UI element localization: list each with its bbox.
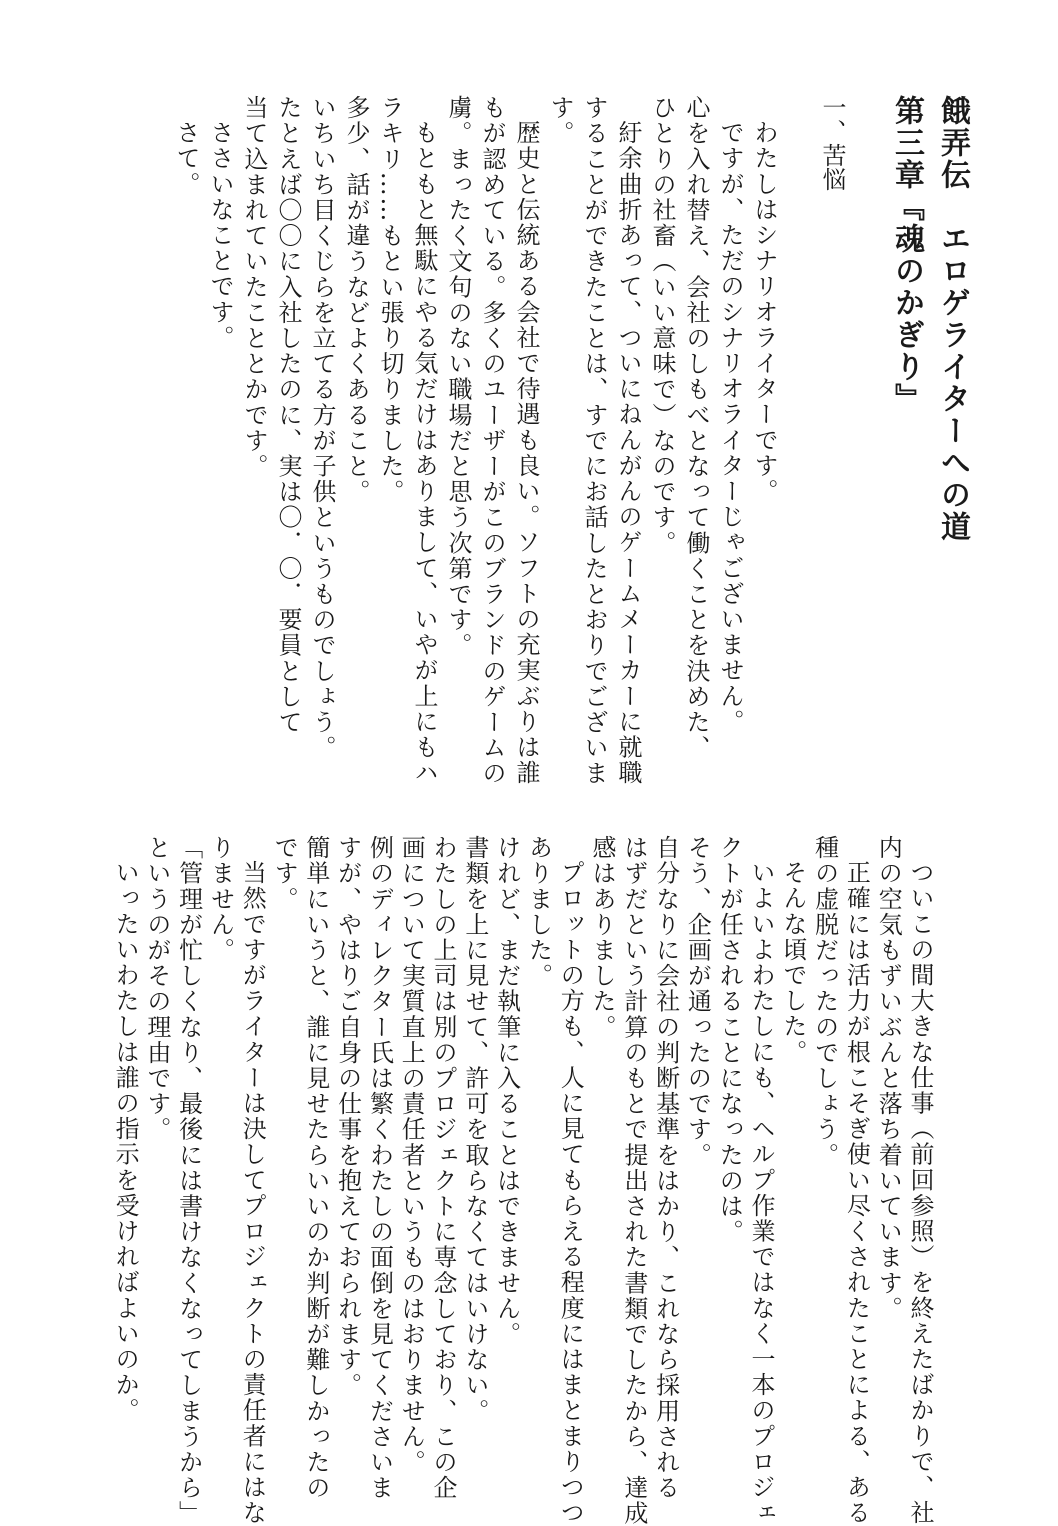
text-line: わたしはシナリオライターです。 [750,120,778,504]
section-heading: 一、苦悩 [818,95,846,191]
text-line: 虜。まったく文句のない職場だと思う次第です。 [444,95,472,659]
text-line: けれど、まだ執筆に入ることはできません。 [492,835,521,1347]
text-line: いったいわたしは誰の指示を受ければよいのか。 [111,860,140,1424]
text-line: たとえば〇〇に入社したのに、実は〇．〇．要員として [274,95,302,735]
text-line: 種の虚脱だったのでしょう。 [810,835,839,1168]
text-line: ひとりの社畜（いい意味で）なのです。 [648,95,676,556]
text-line: です。 [270,835,299,912]
text-line: クトが任されることになったのは。 [715,835,744,1245]
text-line: 例のディレクター氏は繁くわたしの面倒を見てくださいま [365,835,394,1501]
text-line: ですが、ただのシナリオライターじゃございません。 [716,120,744,735]
text-line: いちいち目くじらを立てる方が子供というものでしょう。 [308,95,336,761]
text-line: 「管理が忙しくなり、最後には書けなくなってしまうから」 [174,835,203,1526]
text-line: 内の空気もずいぶんと落ち着いています。 [874,835,903,1322]
text-line: す。 [546,95,574,147]
text-line: 正確には活力が根こそぎ使い尽くされたことによる、ある [842,860,871,1526]
text-line: プロットの方も、人に見てもらえる程度にはまとまりつつ [556,860,585,1526]
upper-text-block [169,95,975,787]
text-line: 当然ですがライターは決してプロジェクトの責任者にはな [238,860,267,1526]
text-line: すが、やはりご自身の仕事を抱えておられます。 [333,835,362,1399]
text-line: 書類を上に見せて、許可を取らなくてはいけない。 [460,835,489,1424]
text-line: することができたことは、すでにお話したとおりでございま [580,95,608,787]
text-line: というのがその理由です。 [142,835,171,1143]
text-line: 心を入れ替え、会社のしもべとなって働くことを決めた、 [682,95,710,761]
series-title: 餓弄伝 エロゲライターへの道 [935,95,970,543]
text-line: そう、企画が通ったのです。 [683,835,712,1168]
text-line: わたしの上司は別のプロジェクトに専念しており、この企 [429,835,458,1501]
text-line: ありました。 [524,835,553,989]
text-line: りません。 [206,835,235,963]
text-line: 自分なりに会社の判断基準をはかり、これなら採用される [651,835,680,1501]
text-line: ささいなことです。 [206,120,234,351]
text-line: いよいよわたしにも、ヘルプ作業ではなく一本のプロジェ [747,860,776,1526]
text-line: 多少、話が違うなどよくあること。 [342,95,370,505]
text-line: 感はありました。 [588,835,617,1040]
text-line: 歴史と伝統ある会社で待遇も良い。ソフトの充実ぶりは誰 [512,120,540,786]
text-line: 紆余曲折あって、ついにねんがんのゲームメーカーに就職 [614,120,642,786]
text-line: そんな頃でした。 [778,860,807,1065]
lower-text-block [108,835,935,1526]
text-line: もともと無駄にやる気だけはありまして、いやが上にもハ [410,120,438,786]
text-line: もが認めている。多くのユーザーがこのブランドのゲームの [478,95,506,787]
chapter-title: 第三章『魂のかぎり』 [889,95,924,415]
text-line: さて。 [172,120,200,197]
text-line: 簡単にいうと、誰に見せたらいいのか判断が難しかったの [301,835,330,1501]
text-line: ついこの間大きな仕事（前回参照）を終えたばかりで、社 [906,860,934,1526]
text-line: はずだという計算のもとで提出された書類でしたから、達成 [619,835,648,1526]
text-line: 当て込まれていたこととかです。 [240,95,268,479]
text-line: 画について実質直上の責任者というものはおりません。 [397,835,426,1475]
text-line: ラキリ……もとい張り切りました。 [376,95,404,505]
